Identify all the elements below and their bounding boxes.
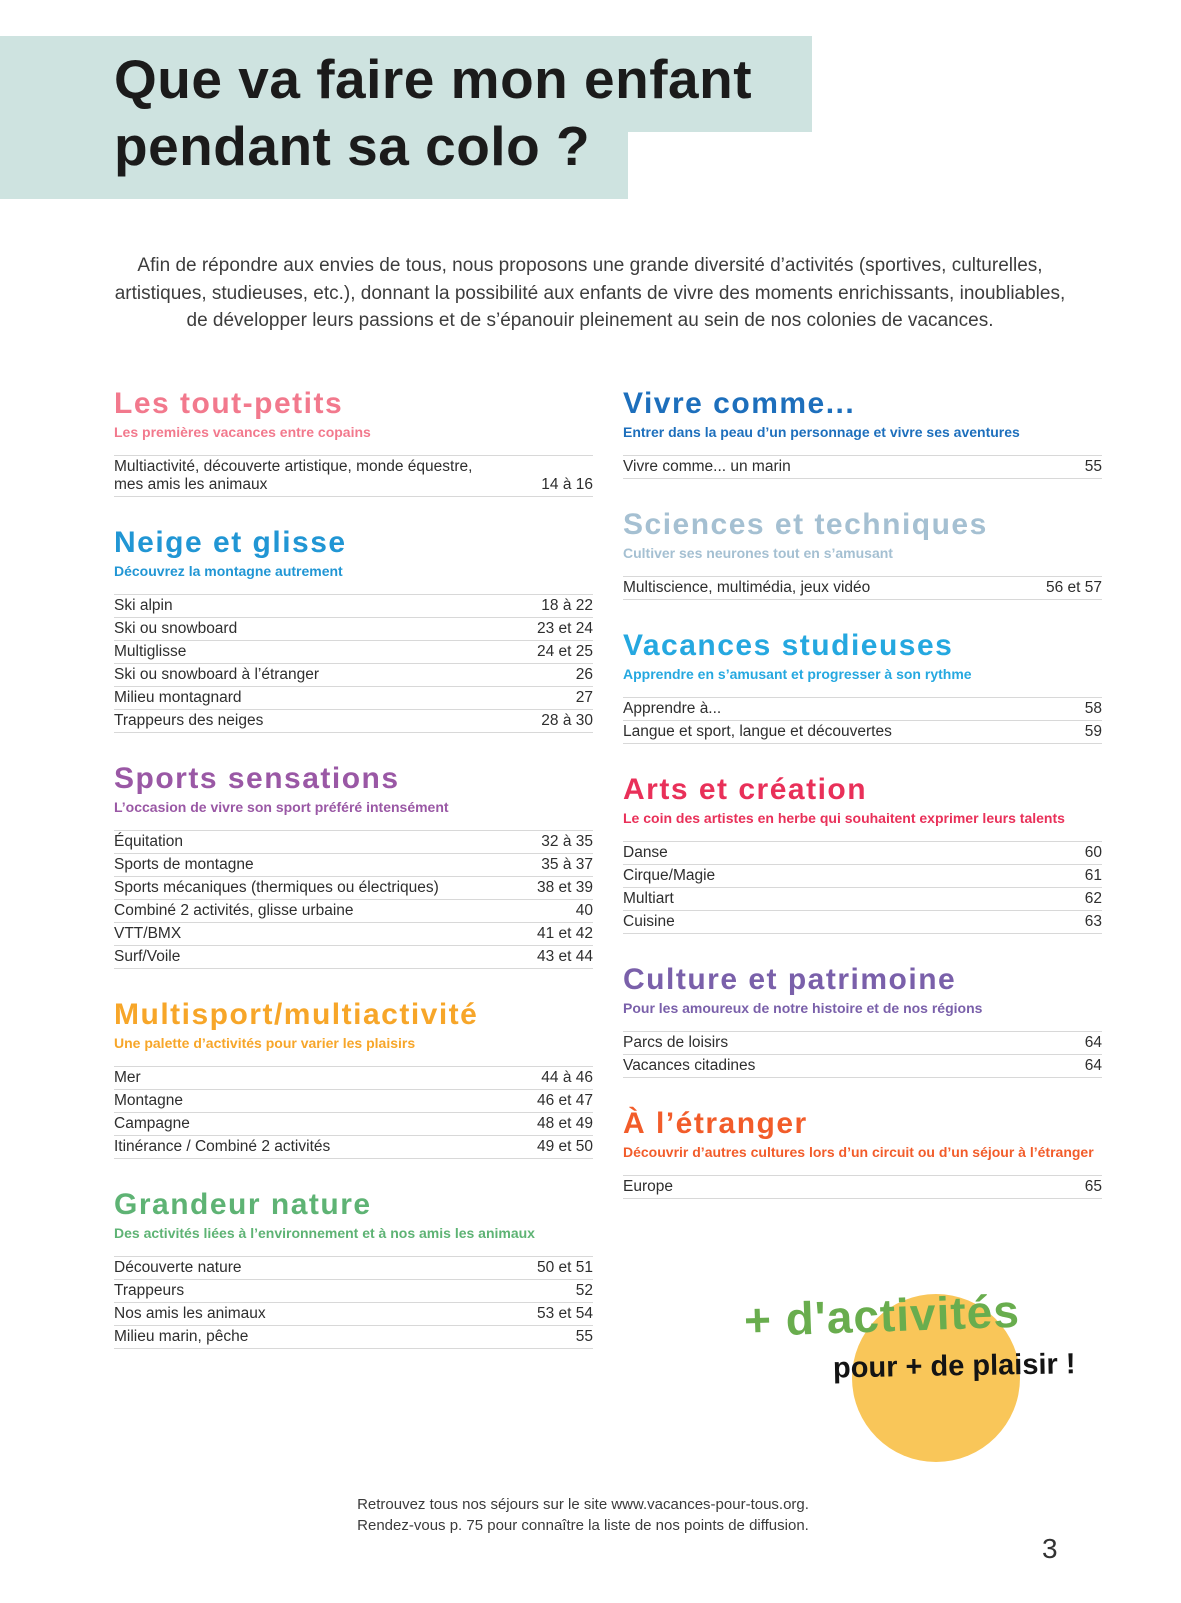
toc-item-line — [114, 1092, 593, 1110]
section-title: Culture et patrimoine — [623, 963, 957, 996]
toc-item-line — [114, 1138, 593, 1156]
toc-item-label: Vacances citadines — [623, 1057, 756, 1074]
toc-item-line — [114, 1305, 593, 1323]
section-title: Sciences et techniques — [623, 508, 988, 541]
toc-item-line — [114, 1259, 593, 1277]
toc-section — [114, 1189, 593, 1349]
section-subtitle: Apprendre en s’amusant et progresser à son rythme — [623, 666, 972, 682]
toc-item-pages: 35 à 37 — [541, 856, 593, 873]
toc-row — [114, 876, 593, 899]
toc-item-line — [114, 833, 593, 851]
toc-item-label: Parcs de loisirs — [623, 1034, 729, 1051]
toc-row — [114, 663, 593, 686]
toc-item-label: Milieu montagnard — [114, 689, 242, 706]
toc-row — [623, 887, 1102, 910]
section-title: Neige et glisse — [114, 526, 347, 559]
toc-row — [114, 455, 593, 496]
toc-item-label: Sports de montagne — [114, 856, 254, 873]
toc-row — [623, 455, 1102, 478]
toc-item-line — [114, 689, 593, 707]
toc-section — [623, 774, 1102, 934]
toc-item-label: Langue et sport, langue et découvertes — [623, 723, 892, 740]
toc-item-line — [114, 925, 593, 943]
toc-list — [623, 1031, 1102, 1078]
section-subtitle: Découvrir d’autres cultures lors d’un circuit ou d’un séjour à l’étranger — [623, 1144, 1094, 1160]
toc-item-pages: 50 et 51 — [536, 1259, 593, 1276]
toc-item-label: Sports mécaniques (thermiques ou électriques) — [114, 879, 439, 896]
section-title: Vivre comme... — [623, 387, 856, 420]
toc-item-pages: 55 — [575, 1328, 593, 1345]
toc-row — [114, 1066, 593, 1089]
toc-row — [623, 1054, 1102, 1077]
toc-item-line — [114, 879, 593, 897]
toc-item-label: Trappeurs — [114, 1282, 185, 1299]
section-subtitle: Découvrez la montagne autrement — [114, 563, 343, 579]
toc-item-pages: 64 — [1084, 1057, 1102, 1074]
section-title: Multisport/multiactivité — [114, 998, 479, 1031]
toc-item-pages: 43 et 44 — [536, 948, 593, 965]
toc-item-pages: 55 — [1084, 458, 1102, 475]
toc-section — [623, 388, 1102, 479]
toc-item-line — [623, 1034, 1102, 1052]
toc-item-line — [114, 643, 593, 661]
toc-item-pages: 63 — [1084, 913, 1102, 930]
section-subtitle: Des activités liées à l’environnement et à nos amis les animaux — [114, 1225, 535, 1241]
toc-item-line — [623, 867, 1102, 885]
toc-item-pages: 48 et 49 — [536, 1115, 593, 1132]
toc-item-pages: 53 et 54 — [536, 1305, 593, 1322]
toc-item-pages: 46 et 47 — [536, 1092, 593, 1109]
toc-row — [623, 576, 1102, 599]
toc-list — [623, 697, 1102, 744]
activities-badge-headline: + d'activités — [743, 1284, 1021, 1347]
toc-item-pages: 56 et 57 — [1045, 579, 1102, 596]
page-title-line2: pendant sa colo ? — [114, 115, 591, 177]
toc-row — [114, 830, 593, 853]
toc-item-pages: 24 et 25 — [536, 643, 593, 660]
toc-item-label: mes amis les animaux — [114, 476, 268, 493]
toc-list — [623, 1175, 1102, 1199]
toc-item-line — [114, 1069, 593, 1087]
toc-item-line — [114, 856, 593, 874]
toc-item-label: Ski ou snowboard — [114, 620, 238, 637]
section-subtitle: Une palette d’activités pour varier les plaisirs — [114, 1035, 416, 1051]
section-title: Vacances studieuses — [623, 629, 954, 662]
toc-row — [114, 686, 593, 709]
toc-item-label: Multiart — [623, 890, 674, 907]
toc-section — [623, 630, 1102, 744]
toc-column-right — [623, 388, 1102, 1379]
toc-list — [114, 1066, 593, 1159]
toc-row — [114, 709, 593, 732]
toc-section — [623, 1108, 1102, 1199]
toc-item-pages: 61 — [1084, 867, 1102, 884]
toc-item-line — [623, 579, 1102, 597]
toc-list — [114, 455, 593, 497]
toc-item-line — [623, 890, 1102, 908]
toc-item-pages: 27 — [575, 689, 593, 706]
toc-item-pages: 38 et 39 — [536, 879, 593, 896]
toc-item-label: Cirque/Magie — [623, 867, 716, 884]
toc-item-label: Nos amis les animaux — [114, 1305, 266, 1322]
toc-item-pages: 65 — [1084, 1178, 1102, 1195]
toc-row — [114, 594, 593, 617]
toc-item-line — [623, 723, 1102, 741]
toc-row — [114, 1135, 593, 1158]
toc-item-label: Ski alpin — [114, 597, 173, 614]
toc-item-pages: 52 — [575, 1282, 593, 1299]
footer-line1: Retrouvez tous nos séjours sur le site www.vacances-pour-tous.org. — [357, 1496, 809, 1513]
toc-section — [114, 763, 593, 969]
toc-item-pages: 40 — [575, 902, 593, 919]
toc-item-line — [114, 1328, 593, 1346]
section-subtitle: Le coin des artistes en herbe qui souhaitent exprimer leurs talents — [623, 810, 1065, 826]
toc-item-pages: 23 et 24 — [536, 620, 593, 637]
toc-section — [114, 999, 593, 1159]
toc-list — [623, 841, 1102, 934]
toc-item-label: Ski ou snowboard à l’étranger — [114, 666, 320, 683]
toc-item-pages: 14 à 16 — [541, 476, 593, 493]
toc-item-label: Multiscience, multimédia, jeux vidéo — [623, 579, 871, 596]
toc-row — [114, 617, 593, 640]
activities-badge-subline: pour + de plaisir ! — [832, 1348, 1076, 1385]
toc-item-pages: 59 — [1084, 723, 1102, 740]
toc-item-line — [114, 620, 593, 638]
toc-columns — [114, 388, 1101, 1379]
toc-row — [114, 1325, 593, 1348]
toc-item-label: Europe — [623, 1178, 673, 1195]
toc-item-line — [114, 948, 593, 966]
toc-row — [623, 841, 1102, 864]
section-subtitle: Cultiver ses neurones tout en s’amusant — [623, 545, 893, 561]
toc-row — [114, 945, 593, 968]
toc-row — [114, 1279, 593, 1302]
toc-item-pages: 32 à 35 — [541, 833, 593, 850]
toc-item-line — [623, 844, 1102, 862]
toc-item-line — [114, 597, 593, 615]
toc-item-pages: 49 et 50 — [536, 1138, 593, 1155]
toc-item-pages: 28 à 30 — [541, 712, 593, 729]
toc-row — [623, 1031, 1102, 1054]
toc-item-label: Équitation — [114, 833, 183, 850]
toc-section — [623, 964, 1102, 1078]
footer — [0, 1494, 1166, 1536]
toc-list — [114, 594, 593, 733]
toc-item-label: Découverte nature — [114, 1259, 242, 1276]
section-subtitle: L’occasion de vivre son sport préféré intensément — [114, 799, 449, 815]
toc-row — [114, 853, 593, 876]
section-subtitle: Pour les amoureux de notre histoire et de nos régions — [623, 1000, 983, 1016]
page-title — [114, 46, 752, 180]
section-title: Les tout-petits — [114, 387, 344, 420]
toc-item-label: Mer — [114, 1069, 141, 1086]
toc-row — [114, 899, 593, 922]
toc-item-pages: 60 — [1084, 844, 1102, 861]
toc-row — [114, 1089, 593, 1112]
toc-list — [623, 455, 1102, 479]
toc-item-line — [114, 1115, 593, 1133]
toc-row — [114, 1302, 593, 1325]
toc-item-label: Montagne — [114, 1092, 183, 1109]
footer-line2: Rendez-vous p. 75 pour connaître la liste de nos points de diffusion. — [357, 1517, 809, 1534]
toc-item-pages: 44 à 46 — [541, 1069, 593, 1086]
toc-item-pages: 62 — [1084, 890, 1102, 907]
toc-section — [114, 527, 593, 733]
toc-item-label: Multiactivité, découverte artistique, monde équestre, — [114, 458, 473, 475]
toc-item-label: Campagne — [114, 1115, 190, 1132]
section-title: À l’étranger — [623, 1107, 808, 1140]
toc-item-pages: 41 et 42 — [536, 925, 593, 942]
page-number: 3 — [1042, 1533, 1058, 1564]
toc-item-label: Trappeurs des neiges — [114, 712, 264, 729]
toc-row — [623, 1175, 1102, 1198]
toc-item-line — [623, 913, 1102, 931]
toc-section — [623, 509, 1102, 600]
toc-item-label: Apprendre à... — [623, 700, 722, 717]
toc-item-line — [623, 1178, 1102, 1196]
toc-item-label: Vivre comme... un marin — [623, 458, 791, 475]
toc-item-label: Danse — [623, 844, 668, 861]
toc-item-label: Surf/Voile — [114, 948, 181, 965]
toc-row — [623, 697, 1102, 720]
section-title: Grandeur nature — [114, 1188, 372, 1221]
toc-item-pages: 64 — [1084, 1034, 1102, 1051]
toc-item-label: Milieu marin, pêche — [114, 1328, 249, 1345]
toc-row — [623, 864, 1102, 887]
toc-item-line — [114, 712, 593, 730]
section-subtitle: Entrer dans la peau d’un personnage et vivre ses aventures — [623, 424, 1020, 440]
toc-section — [114, 388, 593, 497]
toc-item-line — [114, 902, 593, 920]
toc-row — [114, 1256, 593, 1279]
toc-item-pages: 58 — [1084, 700, 1102, 717]
toc-row — [114, 640, 593, 663]
section-title: Sports sensations — [114, 762, 400, 795]
toc-row — [114, 922, 593, 945]
toc-row — [114, 1112, 593, 1135]
toc-item-line — [114, 666, 593, 684]
toc-item-label: Itinérance / Combiné 2 activités — [114, 1138, 331, 1155]
toc-item-label: VTT/BMX — [114, 925, 182, 942]
toc-list — [114, 830, 593, 969]
toc-item-label: Multiglisse — [114, 643, 187, 660]
toc-item-line — [623, 700, 1102, 718]
toc-row — [623, 720, 1102, 743]
toc-item-line — [623, 1057, 1102, 1075]
toc-item-pages: 18 à 22 — [541, 597, 593, 614]
toc-item-line — [114, 1282, 593, 1300]
page-title-line1: Que va faire mon enfant — [114, 48, 753, 110]
toc-list — [114, 1256, 593, 1349]
toc-list — [623, 576, 1102, 600]
toc-column-left — [114, 388, 593, 1379]
toc-item-label: Cuisine — [623, 913, 675, 930]
section-subtitle: Les premières vacances entre copains — [114, 424, 371, 440]
toc-row — [623, 910, 1102, 933]
toc-item-line — [623, 458, 1102, 476]
section-title: Arts et création — [623, 773, 868, 806]
toc-item-label: Combiné 2 activités, glisse urbaine — [114, 902, 354, 919]
toc-item-line — [114, 476, 593, 494]
toc-item-pages: 26 — [575, 666, 593, 683]
intro-paragraph: Afin de répondre aux envies de tous, nous proposons une grande diversité d’activités (sportives, culturelles, artistiques, studieuses, etc.), donnant la possibilité aux enfants de vivre des moments enrichissants, inoubliables, de développer leurs passions et de s’épanouir pleinement au sein de nos colonies de vacances. — [114, 255, 1066, 331]
